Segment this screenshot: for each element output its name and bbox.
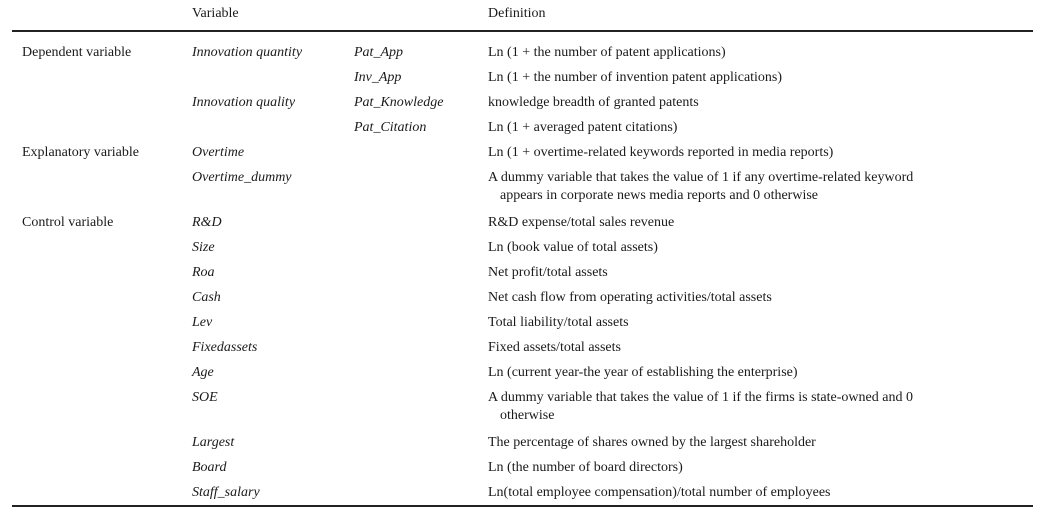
definition-line: A dummy variable that takes the value of 1 if any overtime-related keyword [488,170,914,185]
definition-cell [488,459,1018,477]
category-cell: Explanatory variable [22,145,140,160]
bottom-rule [12,505,1033,507]
definition-cell [488,289,1018,307]
definition-line: R&D expense/total sales revenue [488,215,675,230]
variable-cell: Board [192,460,227,475]
definition-cell [488,484,1018,502]
variable-cell: Cash [192,290,221,305]
definition-cell [488,314,1018,332]
definition-cell [488,239,1018,257]
definition-cell [488,94,1018,112]
definition-line: Ln (current year-the year of establishing the enterprise) [488,365,798,380]
variable-cell: R&D [192,215,222,230]
variable-cell: Staff_salary [192,485,260,500]
measure-cell: Pat_App [354,45,403,60]
measure-cell: Pat_Citation [354,120,427,135]
definition-cell [488,144,1018,162]
definition-cell [488,389,1018,425]
definition-cell [488,119,1018,137]
header-definition: Definition [488,6,546,21]
definition-cell [488,69,1018,87]
definition-line: appears in corporate news media reports and 0 otherwise [500,188,818,203]
definition-line: Ln (1 + averaged patent citations) [488,120,678,135]
category-cell: Dependent variable [22,45,132,60]
definition-line: Ln(total employee compensation)/total number of employees [488,485,831,500]
variable-cell: Innovation quality [192,95,296,110]
header-variable: Variable [192,6,239,21]
definition-line: Net cash flow from operating activities/total assets [488,290,772,305]
definition-line: knowledge breadth of granted patents [488,95,699,110]
variable-cell: Overtime_dummy [192,170,292,185]
definition-line: Ln (1 + the number of patent applications) [488,45,726,60]
variable-cell: Size [192,240,215,255]
definition-line: Ln (1 + overtime-related keywords reported in media reports) [488,145,834,160]
variable-cell: Fixedassets [192,340,258,355]
definition-line: Ln (the number of board directors) [488,460,683,475]
variable-cell: Innovation quantity [192,45,303,60]
definition-cell [488,264,1018,282]
definition-cell [488,214,1018,232]
definition-line: The percentage of shares owned by the largest shareholder [488,435,816,450]
definition-line: A dummy variable that takes the value of 1 if the firms is state-owned and 0 [488,390,913,405]
variable-cell: Largest [192,435,235,450]
definition-cell [488,44,1018,62]
measure-cell: Inv_App [354,70,402,85]
definition-line: Ln (1 + the number of invention patent applications) [488,70,783,85]
definition-cell [488,339,1018,357]
measure-cell: Pat_Knowledge [354,95,444,110]
variable-cell: Lev [192,315,213,330]
top-rule [12,30,1033,32]
definition-cell [488,169,1018,205]
variable-cell: Overtime [192,145,245,160]
variable-cell: Roa [192,265,215,280]
definition-cell [488,364,1018,382]
definition-line: Net profit/total assets [488,265,608,280]
definition-line: Ln (book value of total assets) [488,240,658,255]
definition-line: otherwise [500,408,555,423]
definition-line: Fixed assets/total assets [488,340,621,355]
category-cell: Control variable [22,215,114,230]
variable-cell: Age [192,365,214,380]
variable-cell: SOE [192,390,218,405]
definition-cell [488,434,1018,452]
definition-line: Total liability/total assets [488,315,629,330]
